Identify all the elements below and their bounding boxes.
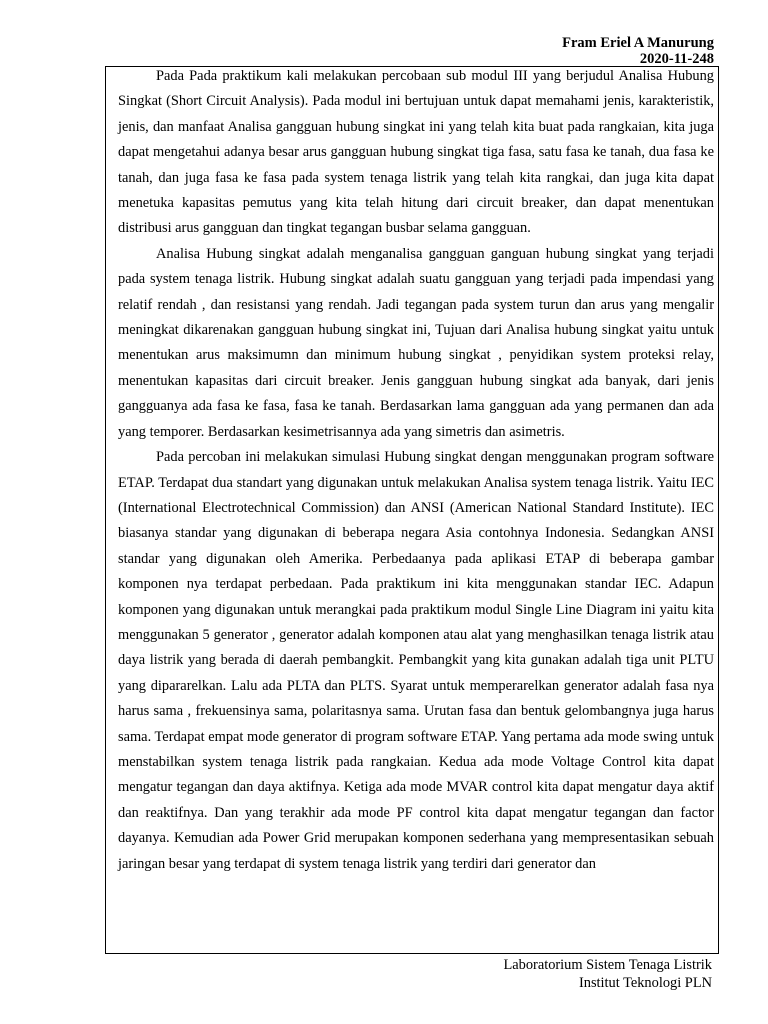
student-id: 2020-11-248: [639, 51, 714, 67]
page-header: [562, 35, 714, 67]
author-name: Fram Eriel A Manurung: [562, 35, 714, 51]
paragraph-3: Pada percoban ini melakukan simulasi Hubung singkat dengan menggunakan program software ETAP. Terdapat dua standart yang digunakan untuk melakukan Analisa system tenaga listrik. Yaitu IEC (International Electrotechnical Commission) dan ANSI (American National Standard Institute). IEC biasanya standar yang digunakan di beberapa negara Asia contohnya Indonesia. Sedangkan ANSI standar yang digunakan oleh Amerika. Perbedaanya pada aplikasi ETAP di beberapa gambar komponen nya terdapat perbedaan. Pada praktikum ini kita menggunakan standar IEC. Adapun komponen yang digunakan untuk merangkai pada praktikum modul Single Line Diagram ini yaitu kita menggunakan 5 generator , generator adalah komponen atau alat yang menghasilkan tenaga listrik atau daya listrik yang berada di daerah pembangkit. Pembangkit yang kita gunakan adalah tiga unit PLTU yang dipararelkan. Lalu ada PLTA dan PLTS. Syarat untuk memperarelkan generator adalah fasa nya harus sama , frekuensinya sama, polaritasnya sama. Urutan fasa dan bentuk gelombangnya juga harus sama. Terdapat empat mode generator di program software ETAP. Yang pertama ada mode swing untuk menstabilkan system tenaga listrik pada rangkaian. Kedua ada mode Voltage Control kita dapat mengatur tegangan dan daya aktifnya. Ketiga ada mode MVAR control kita dapat mengatur daya aktif dan reaktifnya. Dan yang terakhir ada mode PF control kita dapat mengatur tegangan dan factor dayanya. Kemudian ada Power Grid merupakan komponen sederhana yang mempresentasikan sebuah jaringan besar yang terdapat di system tenaga listrik yang terdiri dari generator dan: [118, 449, 714, 872]
lab-name: Laboratorium Sistem Tenaga Listrik: [503, 957, 712, 973]
institution-name: Institut Teknologi PLN: [578, 975, 712, 991]
paragraph-2: Analisa Hubung singkat adalah menganalisa gangguan ganguan hubung singkat yang terjadi pada system tenaga listrik. Hubung singkat adalah suatu gangguan yang terjadi pada impendasi yang relatif rendah , dan resistansi yang rendah. Jadi tegangan pada system turun dan arus yang mengalir meningkat dikarenakan gangguan hubung singkat ini, Tujuan dari Analisa hubung singkat yaitu untuk menentukan arus maksimumn dan minimum hubung singkat , penyidikan system proteksi relay, menentukan kapasitas dari circuit breaker. Jenis gangguan hubung singkat ada banyak, dari jenis gangguanya ada fasa ke fasa, fasa ke tanah. Berdasarkan lama gangguan ada yang permanen dan ada yang temporer. Berdasarkan kesimetrisannya ada yang simetris dan asimetris.: [118, 245, 714, 440]
page-footer: [503, 956, 712, 992]
document-body: [118, 64, 714, 877]
paragraph-1: Pada Pada praktikum kali melakukan percobaan sub modul III yang berjudul Analisa Hubung Singkat (Short Circuit Analysis). Pada modul ini bertujuan untuk dapat memahami jenis, karakteristik, jenis, dan manfaat Analisa gangguan hubung singkat ini yang telah kita buat pada rangkaian, kita juga dapat mengetahui adanya besar arus gangguan hubung singkat tiga fasa, satu fasa ke tanah, dua fasa ke tanah, dan juga fasa ke fasa pada system tenaga listrik yang telah kita rangkai, dan juga kita dapat menetuka kapasitas pemutus yang kita telah hitung dari circuit breaker, dan dapat menentukan distribusi arus gangguan dan tingkat tegangan busbar selama gangguan.: [118, 68, 714, 237]
